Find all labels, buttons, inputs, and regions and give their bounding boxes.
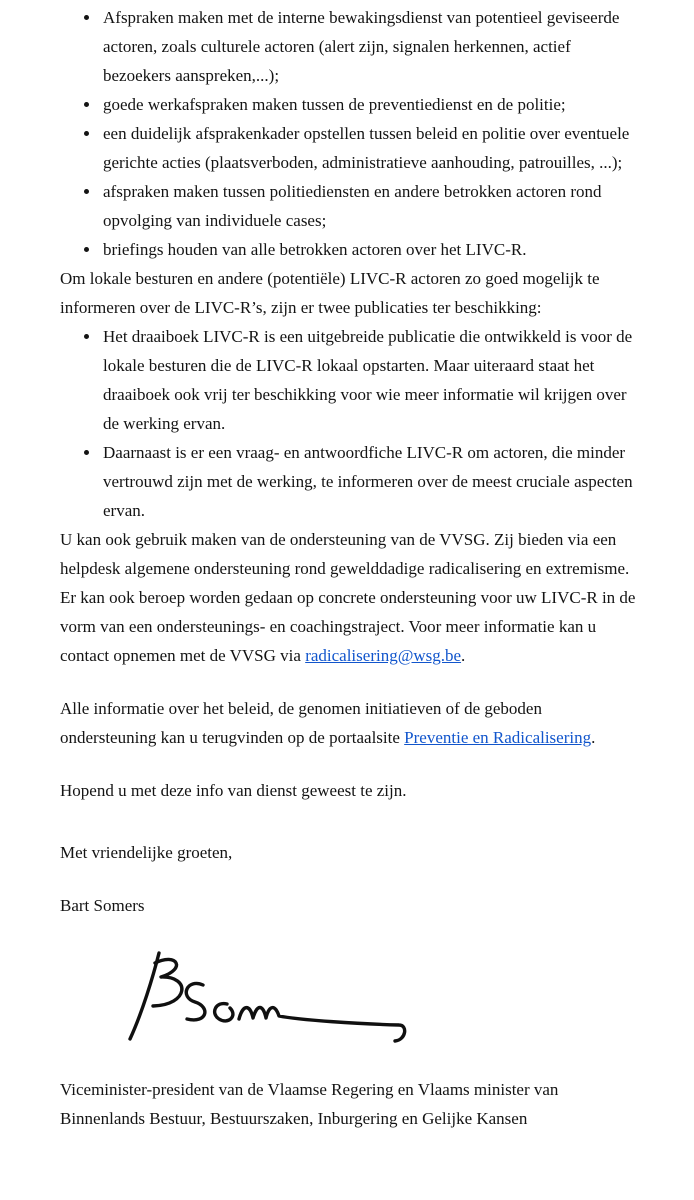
list-item: • briefings houden van alle betrokken actoren over het LIVC-R.: [101, 235, 638, 264]
measures-list: [60, 3, 638, 264]
email-link[interactable]: radicalisering@wsg.be: [305, 646, 462, 665]
closing-line: Hopend u met deze info van dienst geweest te zijn.: [60, 781, 407, 800]
list-item: • goede werkafspraken maken tussen de preventiedienst en de politie;: [101, 90, 638, 119]
portal-text: Alle informatie over het beleid, de genomen initiatieven of de geboden ondersteuning kan u terugvinden op de portaalsite: [60, 699, 542, 747]
list-item: • Afspraken maken met de interne bewakingsdienst van potentieel geviseerde actoren, zoals culturele actoren (alert zijn, signalen herkennen, actief bezoekers aanspreken,...);: [101, 3, 638, 90]
vvsg-text: U kan ook gebruik maken van de ondersteuning van de VVSG. Zij bieden via een helpdesk algemene ondersteuning rond gewelddadige radicalisering en extremisme. Er kan ook beroep worden gedaan op concrete ondersteuning voor uw LIVC-R in de vorm van een ondersteunings- en coachingstraject. Voor meer informatie kan u contact opnemen met de VVSG via: [60, 530, 636, 665]
portal-paragraph: [60, 694, 638, 752]
signer-title: Viceminister-president van de Vlaamse Regering en Vlaams minister van Binnenlands Bestuur, Bestuurszaken, Inburgering en Gelijke Kansen: [60, 1080, 559, 1128]
vvsg-text-end: .: [461, 646, 466, 665]
portal-text-end: .: [591, 728, 596, 747]
signer-name: Bart Somers: [60, 896, 145, 915]
publications-list: [60, 322, 638, 525]
salutation: Met vriendelijke groeten,: [60, 843, 233, 862]
list-item: • Het draaiboek LIVC-R is een uitgebreide publicatie die ontwikkeld is voor de lokale besturen die de LIVC-R lokaal opstarten. Maar uiteraard staat het draaiboek ook vrij ter beschikking voor wie meer informatie wil krijgen over de werking ervan.: [101, 322, 638, 438]
list-item: • Daarnaast is er een vraag- en antwoordfiche LIVC-R om actoren, die minder vertrouwd zijn met de werking, te informeren over de meest cruciale aspecten ervan.: [101, 438, 638, 525]
list-item: • afspraken maken tussen politiediensten en andere betrokken actoren rond opvolging van individuele cases;: [101, 177, 638, 235]
list-item: • een duidelijk afsprakenkader opstellen tussen beleid en politie over eventuele gerichte acties (plaatsverboden, administratieve aanhouding, patrouilles, ...);: [101, 119, 638, 177]
publications-intro: Om lokale besturen en andere (potentiële) LIVC-R actoren zo goed mogelijk te informeren over de LIVC-R’s, zijn er twee publicaties ter beschikking:: [60, 269, 600, 317]
vvsg-paragraph: [60, 525, 638, 670]
portal-link[interactable]: Preventie en Radicalisering: [404, 728, 592, 747]
signature-image: [115, 947, 638, 1051]
